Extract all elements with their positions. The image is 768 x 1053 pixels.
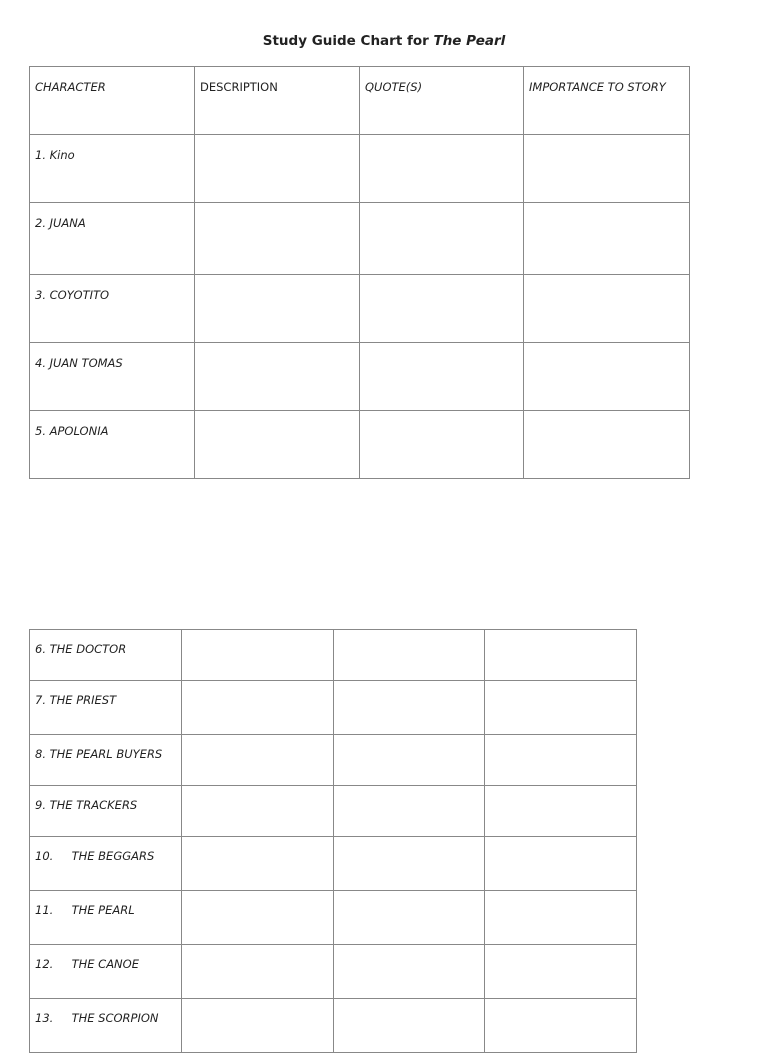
description-cell[interactable] (195, 135, 360, 203)
importance-cell[interactable] (524, 343, 690, 411)
character-cell: 4. JUAN TOMAS (30, 343, 195, 411)
table-row (30, 837, 637, 891)
description-cell[interactable] (195, 343, 360, 411)
description-cell[interactable] (182, 837, 334, 891)
description-cell[interactable] (195, 203, 360, 275)
importance-cell[interactable] (524, 203, 690, 275)
description-cell[interactable] (182, 735, 334, 786)
description-cell[interactable] (182, 786, 334, 837)
character-cell: 10. THE BEGGARS (30, 837, 182, 891)
importance-cell[interactable] (485, 681, 637, 735)
importance-cell[interactable] (485, 891, 637, 945)
table-row (30, 135, 690, 203)
header-quotes: QUOTE(S) (360, 67, 524, 135)
character-cell: 6. THE DOCTOR (30, 630, 182, 681)
description-cell[interactable] (195, 411, 360, 479)
quotes-cell[interactable] (334, 945, 485, 999)
table-row (30, 343, 690, 411)
character-cell: 12. THE CANOE (30, 945, 182, 999)
description-cell[interactable] (182, 681, 334, 735)
character-cell: 7. THE PRIEST (30, 681, 182, 735)
character-cell: 3. COYOTITO (30, 275, 195, 343)
importance-cell[interactable] (485, 999, 637, 1053)
description-cell[interactable] (182, 945, 334, 999)
quotes-cell[interactable] (334, 735, 485, 786)
header-row (30, 67, 690, 135)
table-row (30, 203, 690, 275)
table-row (30, 891, 637, 945)
header-importance: IMPORTANCE TO STORY (524, 67, 690, 135)
table-row (30, 411, 690, 479)
character-cell: 1. Kino (30, 135, 195, 203)
importance-cell[interactable] (485, 837, 637, 891)
quotes-cell[interactable] (334, 786, 485, 837)
quotes-cell[interactable] (334, 630, 485, 681)
table-row (30, 735, 637, 786)
table-row (30, 945, 637, 999)
table-row (30, 275, 690, 343)
character-cell: 11. THE PEARL (30, 891, 182, 945)
table-row (30, 630, 637, 681)
character-cell: 2. JUANA (30, 203, 195, 275)
header-description: DESCRIPTION (195, 67, 360, 135)
importance-cell[interactable] (524, 275, 690, 343)
quotes-cell[interactable] (360, 135, 524, 203)
quotes-cell[interactable] (360, 411, 524, 479)
description-cell[interactable] (182, 999, 334, 1053)
quotes-cell[interactable] (334, 681, 485, 735)
description-cell[interactable] (182, 891, 334, 945)
importance-cell[interactable] (524, 411, 690, 479)
page-title: Study Guide Chart for The Pearl (262, 33, 506, 49)
importance-cell[interactable] (485, 735, 637, 786)
quotes-cell[interactable] (360, 203, 524, 275)
character-cell: 9. THE TRACKERS (30, 786, 182, 837)
quotes-cell[interactable] (334, 837, 485, 891)
quotes-cell[interactable] (334, 999, 485, 1053)
character-cell: 13. THE SCORPION (30, 999, 182, 1053)
quotes-cell[interactable] (360, 275, 524, 343)
quotes-cell[interactable] (334, 891, 485, 945)
importance-cell[interactable] (485, 786, 637, 837)
description-cell[interactable] (182, 630, 334, 681)
header-character: CHARACTER (30, 67, 195, 135)
character-cell: 8. THE PEARL BUYERS (30, 735, 182, 786)
description-cell[interactable] (195, 275, 360, 343)
table-row (30, 999, 637, 1053)
study-guide-table-1 (29, 66, 690, 479)
importance-cell[interactable] (485, 945, 637, 999)
importance-cell[interactable] (485, 630, 637, 681)
table-row (30, 786, 637, 837)
table-row (30, 681, 637, 735)
study-guide-table-2 (29, 629, 637, 1053)
quotes-cell[interactable] (360, 343, 524, 411)
importance-cell[interactable] (524, 135, 690, 203)
character-cell: 5. APOLONIA (30, 411, 195, 479)
